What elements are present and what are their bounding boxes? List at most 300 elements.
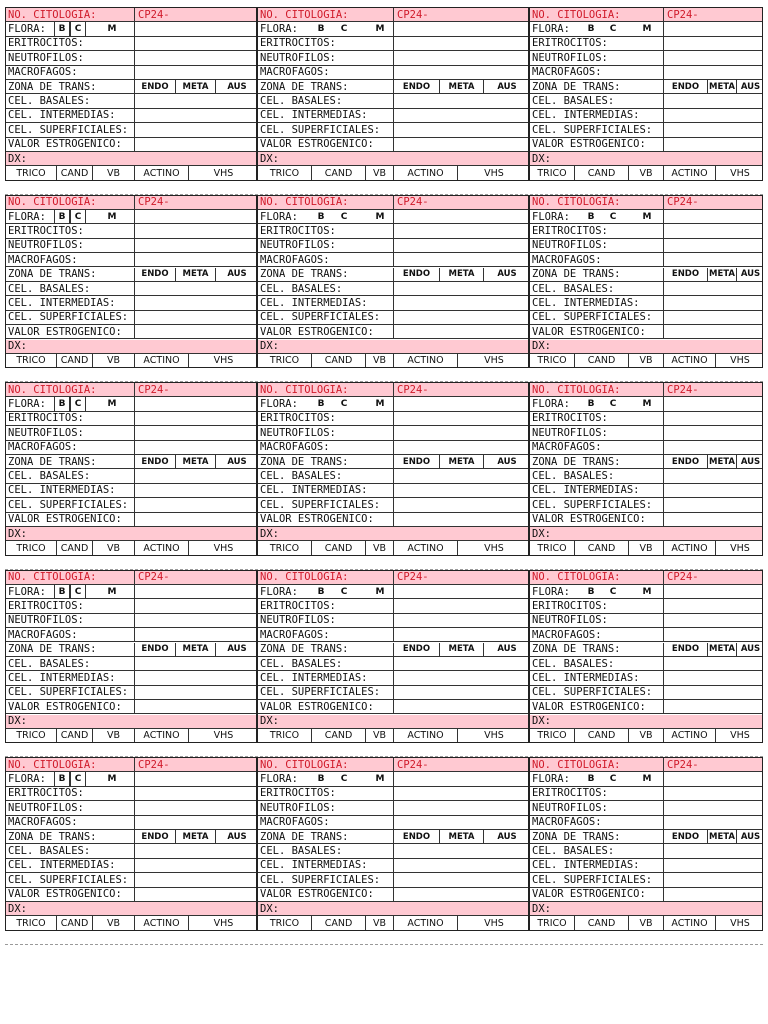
cell-divider xyxy=(134,571,135,584)
cell-divider xyxy=(393,801,394,814)
neutrofilos-label: NEUTROFILOS: xyxy=(260,426,336,439)
row-neutrofilos xyxy=(258,801,528,815)
form-band xyxy=(5,757,763,945)
flora-option-m[interactable]: M xyxy=(107,586,117,597)
option-vhs[interactable]: VHS xyxy=(715,541,763,554)
cell-divider xyxy=(393,296,394,309)
option-vb[interactable]: VB xyxy=(365,729,393,742)
row-superficiales xyxy=(6,498,256,512)
zona-option-endo[interactable]: ENDO xyxy=(134,80,175,93)
zona-option-aus[interactable]: AUS xyxy=(215,643,257,656)
option-trico[interactable]: TRICO xyxy=(16,355,46,367)
zona-option-meta[interactable]: META xyxy=(439,643,483,656)
flora-option-m[interactable]: M xyxy=(107,774,117,785)
zona-option-endo[interactable]: ENDO xyxy=(134,455,175,468)
cp-number[interactable]: CP24- xyxy=(138,8,170,21)
cell-divider xyxy=(134,37,135,50)
zona-option-aus[interactable]: AUS xyxy=(483,455,529,468)
cp-number[interactable]: CP24- xyxy=(397,383,429,396)
flora-option-c[interactable]: C xyxy=(609,399,617,410)
cp-number[interactable]: CP24- xyxy=(138,571,170,584)
cell-divider xyxy=(393,37,394,50)
flora-option-m[interactable]: M xyxy=(375,24,385,35)
cp-number[interactable]: CP24- xyxy=(667,571,699,584)
dx-label: DX: xyxy=(8,340,27,353)
row-btm xyxy=(6,166,256,180)
option-trico[interactable]: TRICO xyxy=(269,917,300,929)
option-cand[interactable]: CAND xyxy=(574,729,628,742)
cell-divider xyxy=(393,224,394,237)
row-zona xyxy=(6,643,256,657)
row-neutrofilos xyxy=(6,426,256,440)
flora-option-b[interactable]: B xyxy=(587,774,595,785)
option-vb[interactable]: VB xyxy=(365,916,393,929)
zona-option-aus[interactable]: AUS xyxy=(215,830,257,843)
row-valor xyxy=(6,325,256,339)
cytology-forms-sheet xyxy=(5,7,763,945)
flora-option-m[interactable]: M xyxy=(375,399,385,410)
flora-option-c[interactable]: C xyxy=(70,772,86,785)
no-citologia-label: NO. CITOLOGIA: xyxy=(532,196,621,209)
zona-option-meta[interactable]: META xyxy=(439,80,483,93)
row-intermedias xyxy=(258,109,528,123)
option-actino[interactable]: ACTINO xyxy=(663,354,715,367)
option-actino[interactable]: ACTINO xyxy=(134,166,188,179)
flora-option-m[interactable]: M xyxy=(642,24,652,35)
option-trico[interactable]: TRICO xyxy=(269,167,300,179)
flora-label: FLORA: xyxy=(8,23,46,36)
option-cand[interactable]: CAND xyxy=(56,916,92,929)
valor-label: VALOR ESTROGENICO: xyxy=(532,138,646,151)
row-eritrocitos xyxy=(530,599,762,613)
option-vb[interactable]: VB xyxy=(92,729,134,742)
flora-option-c[interactable]: C xyxy=(340,211,348,222)
option-trico[interactable]: TRICO xyxy=(269,355,300,367)
flora-option-c[interactable]: C xyxy=(340,586,348,597)
option-vb[interactable]: VB xyxy=(628,354,663,367)
intermedias-label: CEL. INTERMEDIAS: xyxy=(260,296,368,309)
row-superficiales xyxy=(258,498,528,512)
row-no-citologia xyxy=(6,571,256,585)
row-intermedias xyxy=(6,671,256,685)
intermedias-label: CEL. INTERMEDIAS: xyxy=(8,671,116,684)
option-vhs[interactable]: VHS xyxy=(188,916,257,929)
flora-option-c[interactable]: C xyxy=(340,24,348,35)
flora-option-b[interactable]: B xyxy=(587,211,595,222)
zona-option-meta[interactable]: META xyxy=(709,81,735,92)
eritrocitos-label: ERITROCITOS: xyxy=(8,412,84,425)
zona-option-endo[interactable]: ENDO xyxy=(663,80,707,93)
flora-option-c[interactable]: C xyxy=(70,397,86,410)
cell-divider xyxy=(134,772,135,785)
flora-option-m[interactable]: M xyxy=(642,399,652,410)
superficiales-label: CEL. SUPERFICIALES: xyxy=(532,873,653,886)
form-band xyxy=(5,195,763,383)
row-intermedias xyxy=(530,859,762,873)
option-trico[interactable]: TRICO xyxy=(537,167,567,179)
option-vb[interactable]: VB xyxy=(365,541,393,554)
dx-label: DX: xyxy=(260,340,279,353)
eritrocitos-label: ERITROCITOS: xyxy=(532,412,608,425)
row-macrofagos xyxy=(530,628,762,642)
option-vb[interactable]: VB xyxy=(365,166,393,179)
dx-label: DX: xyxy=(532,340,551,353)
cp-number[interactable]: CP24- xyxy=(667,196,699,209)
option-vhs[interactable]: VHS xyxy=(188,541,257,554)
row-btm xyxy=(530,354,762,368)
cytology-form xyxy=(529,757,763,931)
zona-option-endo[interactable]: ENDO xyxy=(134,643,175,656)
flora-option-m[interactable]: M xyxy=(375,586,385,597)
option-trico[interactable]: TRICO xyxy=(269,542,300,554)
option-cand[interactable]: CAND xyxy=(574,354,628,367)
zona-label: ZONA DE TRANS: xyxy=(532,643,621,656)
cell-divider xyxy=(393,498,394,511)
flora-option-b[interactable]: B xyxy=(54,585,70,598)
superficiales-label: CEL. SUPERFICIALES: xyxy=(260,123,381,136)
option-actino[interactable]: ACTINO xyxy=(663,729,715,742)
zona-option-endo[interactable]: ENDO xyxy=(393,830,439,843)
no-citologia-label: NO. CITOLOGIA: xyxy=(8,196,97,209)
cell-divider xyxy=(393,599,394,612)
option-cand[interactable]: CAND xyxy=(56,166,92,179)
option-trico[interactable]: TRICO xyxy=(16,917,46,929)
intermedias-label: CEL. INTERMEDIAS: xyxy=(260,109,368,122)
row-neutrofilos xyxy=(6,801,256,815)
zona-option-aus[interactable]: AUS xyxy=(736,268,763,281)
row-zona xyxy=(530,830,762,844)
option-trico[interactable]: TRICO xyxy=(537,542,567,554)
option-actino[interactable]: ACTINO xyxy=(134,916,188,929)
row-intermedias xyxy=(6,109,256,123)
flora-option-m[interactable]: M xyxy=(642,774,652,785)
flora-option-c[interactable]: C xyxy=(340,774,348,785)
flora-option-b[interactable]: B xyxy=(587,586,595,597)
cell-divider xyxy=(134,412,135,425)
flora-option-b[interactable]: B xyxy=(317,774,325,785)
row-intermedias xyxy=(6,859,256,873)
zona-option-meta[interactable]: META xyxy=(439,830,483,843)
flora-option-m[interactable]: M xyxy=(642,211,652,222)
zona-option-endo[interactable]: ENDO xyxy=(393,268,439,281)
flora-option-c[interactable]: C xyxy=(70,210,86,223)
option-cand[interactable]: CAND xyxy=(574,541,628,554)
option-vhs[interactable]: VHS xyxy=(457,166,529,179)
row-no-citologia xyxy=(530,571,762,585)
zona-option-aus[interactable]: AUS xyxy=(736,643,763,656)
option-trico[interactable]: TRICO xyxy=(269,730,300,742)
zona-option-aus[interactable]: AUS xyxy=(736,830,763,843)
option-actino[interactable]: ACTINO xyxy=(393,541,457,554)
neutrofilos-label: NEUTROFILOS: xyxy=(260,51,336,64)
neutrofilos-label: NEUTROFILOS: xyxy=(8,51,84,64)
row-flora xyxy=(258,585,528,599)
eritrocitos-label: ERITROCITOS: xyxy=(8,599,84,612)
flora-option-m[interactable]: M xyxy=(375,774,385,785)
form-band xyxy=(5,570,763,758)
option-actino[interactable]: ACTINO xyxy=(393,166,457,179)
cell-divider xyxy=(134,224,135,237)
eritrocitos-label: ERITROCITOS: xyxy=(260,224,336,237)
cytology-form xyxy=(529,570,763,744)
cell-divider xyxy=(134,614,135,627)
option-vb[interactable]: VB xyxy=(365,354,393,367)
option-cand[interactable]: CAND xyxy=(56,354,92,367)
option-trico[interactable]: TRICO xyxy=(537,355,567,367)
option-vhs[interactable]: VHS xyxy=(188,166,257,179)
option-cand[interactable]: CAND xyxy=(311,541,365,554)
cell-divider xyxy=(663,239,664,252)
flora-option-b[interactable]: B xyxy=(54,22,70,35)
option-cand[interactable]: CAND xyxy=(574,916,628,929)
flora-label: FLORA: xyxy=(260,398,298,411)
zona-option-endo[interactable]: ENDO xyxy=(393,643,439,656)
row-dx xyxy=(6,715,256,729)
option-cand[interactable]: CAND xyxy=(311,166,365,179)
option-trico[interactable]: TRICO xyxy=(16,542,46,554)
zona-option-meta[interactable]: META xyxy=(175,268,215,281)
flora-option-b[interactable]: B xyxy=(317,211,325,222)
option-actino[interactable]: ACTINO xyxy=(134,729,188,742)
row-btm xyxy=(530,916,762,930)
zona-option-meta[interactable]: META xyxy=(439,268,483,281)
zona-option-aus[interactable]: AUS xyxy=(215,268,257,281)
cp-number[interactable]: CP24- xyxy=(667,8,699,21)
basales-label: CEL. BASALES: xyxy=(260,845,343,858)
cell-divider xyxy=(663,441,664,454)
cp-number[interactable]: CP24- xyxy=(138,196,170,209)
flora-option-b[interactable]: B xyxy=(317,399,325,410)
option-vhs[interactable]: VHS xyxy=(188,729,257,742)
eritrocitos-label: ERITROCITOS: xyxy=(260,787,336,800)
option-cand[interactable]: CAND xyxy=(311,354,365,367)
option-vb[interactable]: VB xyxy=(92,166,134,179)
flora-option-c[interactable]: C xyxy=(70,22,86,35)
flora-option-m[interactable]: M xyxy=(107,399,117,410)
intermedias-label: CEL. INTERMEDIAS: xyxy=(532,484,640,497)
row-basales xyxy=(530,94,762,108)
flora-option-m[interactable]: M xyxy=(107,24,117,35)
superficiales-label: CEL. SUPERFICIALES: xyxy=(260,498,381,511)
zona-option-meta[interactable]: META xyxy=(175,455,215,468)
option-vhs[interactable]: VHS xyxy=(715,916,763,929)
flora-option-b[interactable]: B xyxy=(317,586,325,597)
zona-option-meta[interactable]: META xyxy=(709,456,735,467)
zona-option-aus[interactable]: AUS xyxy=(483,268,529,281)
row-neutrofilos xyxy=(530,239,762,253)
zona-option-endo[interactable]: ENDO xyxy=(393,80,439,93)
zona-option-meta[interactable]: META xyxy=(175,643,215,656)
row-no-citologia xyxy=(530,758,762,772)
flora-option-b[interactable]: B xyxy=(54,772,70,785)
row-basales xyxy=(530,469,762,483)
option-actino[interactable]: ACTINO xyxy=(393,729,457,742)
zona-option-endo[interactable]: ENDO xyxy=(134,830,175,843)
macrofagos-label: MACROFAGOS: xyxy=(8,441,78,454)
option-actino[interactable]: ACTINO xyxy=(134,354,188,367)
option-actino[interactable]: ACTINO xyxy=(663,541,715,554)
flora-option-b[interactable]: B xyxy=(587,399,595,410)
option-actino[interactable]: ACTINO xyxy=(393,916,457,929)
zona-option-aus[interactable]: AUS xyxy=(736,455,763,468)
row-dx xyxy=(258,152,528,166)
cp-number[interactable]: CP24- xyxy=(138,383,170,396)
option-vb[interactable]: VB xyxy=(628,166,663,179)
option-vhs[interactable]: VHS xyxy=(715,729,763,742)
valor-label: VALOR ESTROGENICO: xyxy=(532,888,646,901)
option-vb[interactable]: VB xyxy=(628,729,663,742)
option-vhs[interactable]: VHS xyxy=(188,354,257,367)
valor-label: VALOR ESTROGENICO: xyxy=(532,513,646,526)
option-actino[interactable]: ACTINO xyxy=(663,166,715,179)
option-cand[interactable]: CAND xyxy=(311,729,365,742)
zona-option-endo[interactable]: ENDO xyxy=(134,268,175,281)
cell-divider xyxy=(663,888,664,901)
row-btm xyxy=(258,729,528,743)
flora-option-b[interactable]: B xyxy=(54,210,70,223)
option-actino[interactable]: ACTINO xyxy=(663,916,715,929)
row-macrofagos xyxy=(530,441,762,455)
option-trico[interactable]: TRICO xyxy=(16,730,46,742)
option-vb[interactable]: VB xyxy=(628,541,663,554)
option-vhs[interactable]: VHS xyxy=(715,166,763,179)
row-dx xyxy=(258,340,528,354)
row-flora xyxy=(6,585,256,599)
option-vhs[interactable]: VHS xyxy=(457,729,529,742)
option-cand[interactable]: CAND xyxy=(574,166,628,179)
zona-label: ZONA DE TRANS: xyxy=(8,455,97,468)
dx-label: DX: xyxy=(532,902,551,915)
flora-label: FLORA: xyxy=(8,398,46,411)
cell-divider xyxy=(134,859,135,872)
row-neutrofilos xyxy=(258,51,528,65)
flora-option-c[interactable]: C xyxy=(340,399,348,410)
zona-option-meta[interactable]: META xyxy=(709,831,735,842)
dx-label: DX: xyxy=(260,152,279,165)
neutrofilos-label: NEUTROFILOS: xyxy=(532,239,608,252)
row-basales xyxy=(6,844,256,858)
cp-number[interactable]: CP24- xyxy=(397,8,429,21)
flora-option-c[interactable]: C xyxy=(609,211,617,222)
zona-option-endo[interactable]: ENDO xyxy=(663,455,707,468)
cell-divider xyxy=(393,671,394,684)
row-intermedias xyxy=(6,296,256,310)
option-vhs[interactable]: VHS xyxy=(457,916,529,929)
flora-option-m[interactable]: M xyxy=(107,211,117,222)
no-citologia-label: NO. CITOLOGIA: xyxy=(260,758,349,771)
zona-option-aus[interactable]: AUS xyxy=(215,80,257,93)
flora-option-c[interactable]: C xyxy=(609,24,617,35)
valor-label: VALOR ESTROGENICO: xyxy=(532,700,646,713)
flora-option-m[interactable]: M xyxy=(375,211,385,222)
zona-option-meta[interactable]: META xyxy=(175,830,215,843)
row-no-citologia xyxy=(6,8,256,22)
zona-option-meta[interactable]: META xyxy=(439,455,483,468)
flora-option-b[interactable]: B xyxy=(587,24,595,35)
row-valor xyxy=(530,325,762,339)
cell-divider xyxy=(663,224,664,237)
option-trico[interactable]: TRICO xyxy=(537,730,567,742)
option-actino[interactable]: ACTINO xyxy=(134,541,188,554)
flora-option-b[interactable]: B xyxy=(317,24,325,35)
flora-option-c[interactable]: C xyxy=(609,774,617,785)
cell-divider xyxy=(663,138,664,151)
cell-divider xyxy=(663,671,664,684)
eritrocitos-label: ERITROCITOS: xyxy=(532,787,608,800)
option-vhs[interactable]: VHS xyxy=(457,541,529,554)
row-valor xyxy=(258,888,528,902)
option-vhs[interactable]: VHS xyxy=(715,354,763,367)
option-trico[interactable]: TRICO xyxy=(537,917,567,929)
zona-label: ZONA DE TRANS: xyxy=(260,80,349,93)
row-macrofagos xyxy=(6,816,256,830)
row-basales xyxy=(258,844,528,858)
cp-number[interactable]: CP24- xyxy=(397,758,429,771)
cell-divider xyxy=(663,873,664,886)
zona-option-aus[interactable]: AUS xyxy=(483,80,529,93)
cell-divider xyxy=(663,599,664,612)
row-dx xyxy=(258,715,528,729)
option-cand[interactable]: CAND xyxy=(56,729,92,742)
row-superficiales xyxy=(258,123,528,137)
cp-number[interactable]: CP24- xyxy=(397,571,429,584)
zona-option-aus[interactable]: AUS xyxy=(736,80,763,93)
flora-option-c[interactable]: C xyxy=(609,586,617,597)
macrofagos-label: MACROFAGOS: xyxy=(260,253,330,266)
zona-option-meta[interactable]: META xyxy=(709,269,735,280)
zona-option-aus[interactable]: AUS xyxy=(215,455,257,468)
option-vb[interactable]: VB xyxy=(92,916,134,929)
row-neutrofilos xyxy=(530,51,762,65)
zona-option-meta[interactable]: META xyxy=(175,80,215,93)
zona-option-aus[interactable]: AUS xyxy=(483,830,529,843)
row-basales xyxy=(258,469,528,483)
zona-option-endo[interactable]: ENDO xyxy=(663,830,707,843)
zona-option-endo[interactable]: ENDO xyxy=(393,455,439,468)
zona-option-endo[interactable]: ENDO xyxy=(663,268,707,281)
option-actino[interactable]: ACTINO xyxy=(393,354,457,367)
flora-option-b[interactable]: B xyxy=(54,397,70,410)
dx-label: DX: xyxy=(260,715,279,728)
cp-number[interactable]: CP24- xyxy=(667,758,699,771)
superficiales-label: CEL. SUPERFICIALES: xyxy=(532,311,653,324)
option-vb[interactable]: VB xyxy=(92,541,134,554)
row-valor xyxy=(258,138,528,152)
option-cand[interactable]: CAND xyxy=(311,916,365,929)
zona-option-endo[interactable]: ENDO xyxy=(663,643,707,656)
option-trico[interactable]: TRICO xyxy=(16,167,46,179)
cp-number[interactable]: CP24- xyxy=(667,383,699,396)
cp-number[interactable]: CP24- xyxy=(138,758,170,771)
option-vhs[interactable]: VHS xyxy=(457,354,529,367)
cell-divider xyxy=(134,888,135,901)
option-cand[interactable]: CAND xyxy=(56,541,92,554)
cell-divider xyxy=(663,816,664,829)
option-vb[interactable]: VB xyxy=(628,916,663,929)
superficiales-label: CEL. SUPERFICIALES: xyxy=(8,498,129,511)
macrofagos-label: MACROFAGOS: xyxy=(8,253,78,266)
flora-option-m[interactable]: M xyxy=(642,586,652,597)
option-vb[interactable]: VB xyxy=(92,354,134,367)
flora-option-c[interactable]: C xyxy=(70,585,86,598)
row-valor xyxy=(530,888,762,902)
row-zona xyxy=(6,80,256,94)
zona-option-meta[interactable]: META xyxy=(709,644,735,655)
row-intermedias xyxy=(258,296,528,310)
zona-option-aus[interactable]: AUS xyxy=(483,643,529,656)
cp-number[interactable]: CP24- xyxy=(397,196,429,209)
row-valor xyxy=(6,138,256,152)
